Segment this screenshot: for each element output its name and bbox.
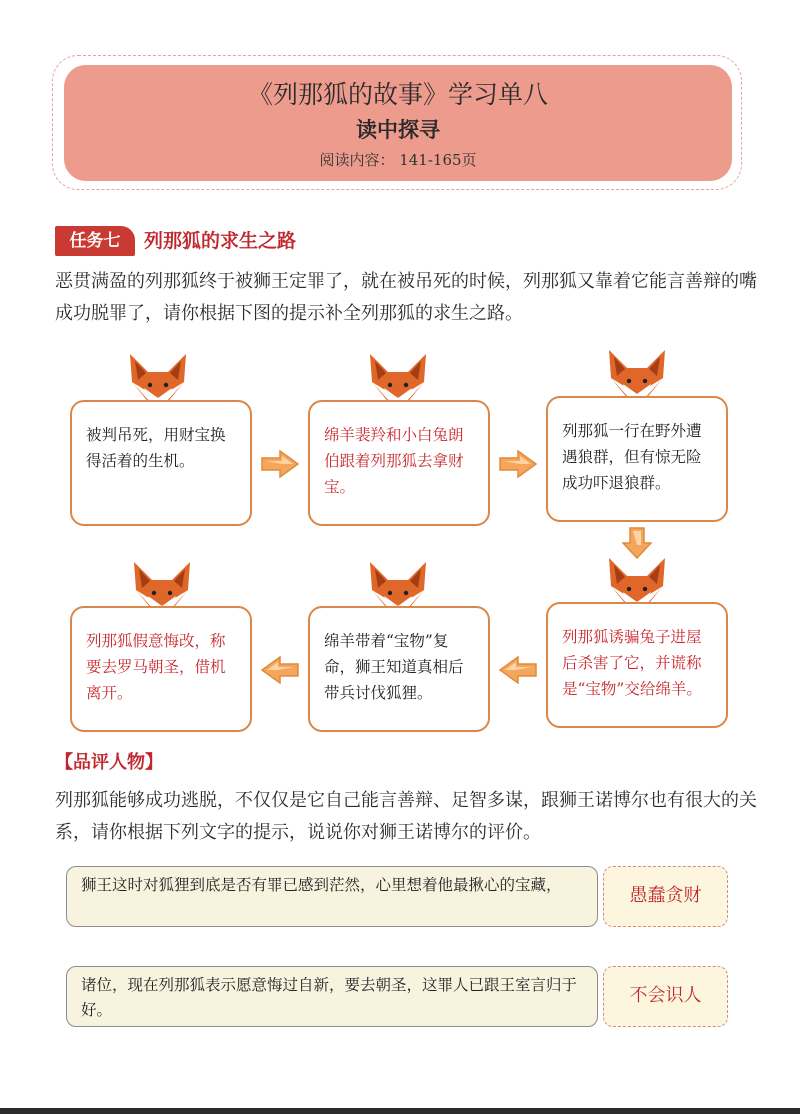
arrow-right-icon [260, 450, 300, 478]
evaluation-heading: 【品评人物】 [55, 752, 163, 773]
path-step-2: 绵羊裴羚和小白兔朗伯跟着列那狐去拿财宝。 [308, 400, 490, 526]
path-step-5: 绵羊带着“宝物”复命，狮王知道真相后带兵讨伐狐狸。 [308, 606, 490, 732]
path-step-4: 列那狐诱骗兔子进屋后杀害了它，并谎称是“宝物”交给绵羊。 [546, 602, 728, 728]
quote-box: 狮王这时对狐狸到底是否有罪已感到茫然，心里想着他最揪心的宝藏， [66, 866, 598, 927]
header-box [64, 65, 732, 181]
quote-box: 诸位，现在列那狐表示愿意悔过自新，要去朝圣，这罪人已跟王室言归于好。 [66, 966, 598, 1027]
reading-range: 阅读内容： 141-165页 [319, 151, 477, 169]
task-intro: 恶贯满盈的列那狐终于被狮王定罪了，就在被吊死的时候，列那狐又靠着它能言善辩的嘴成功脱罪了，请你根据下图的提示补全列那狐的求生之路。 [55, 271, 757, 324]
task-title: 列那狐的求生之路 [144, 230, 297, 252]
page-title: 《列那狐的故事》学习单八 [247, 80, 548, 109]
arrow-right-icon [498, 450, 538, 478]
path-step-6: 列那狐假意悔改，称要去罗马朝圣，借机离开。 [70, 606, 252, 732]
arrow-down-icon [622, 526, 652, 560]
arrow-left-icon [498, 656, 538, 684]
footer-divider [0, 1108, 800, 1114]
path-step-3: 列那狐一行在野外遭遇狼群，但有惊无险成功吓退狼群。 [546, 396, 728, 522]
answer-box: 愚蠢贪财 [603, 866, 728, 927]
task-badge: 任务七 [55, 226, 135, 256]
evaluation-intro: 列那狐能够成功逃脱，不仅仅是它自己能言善辩、足智多谋，跟狮王诺博尔也有很大的关系，请你根据下列文字的提示，说说你对狮王诺博尔的评价。 [55, 790, 757, 843]
answer-box: 不会识人 [603, 966, 728, 1027]
arrow-left-icon [260, 656, 300, 684]
path-step-1: 被判吊死，用财宝换得活着的生机。 [70, 400, 252, 526]
page-subtitle: 读中探寻 [356, 118, 440, 142]
